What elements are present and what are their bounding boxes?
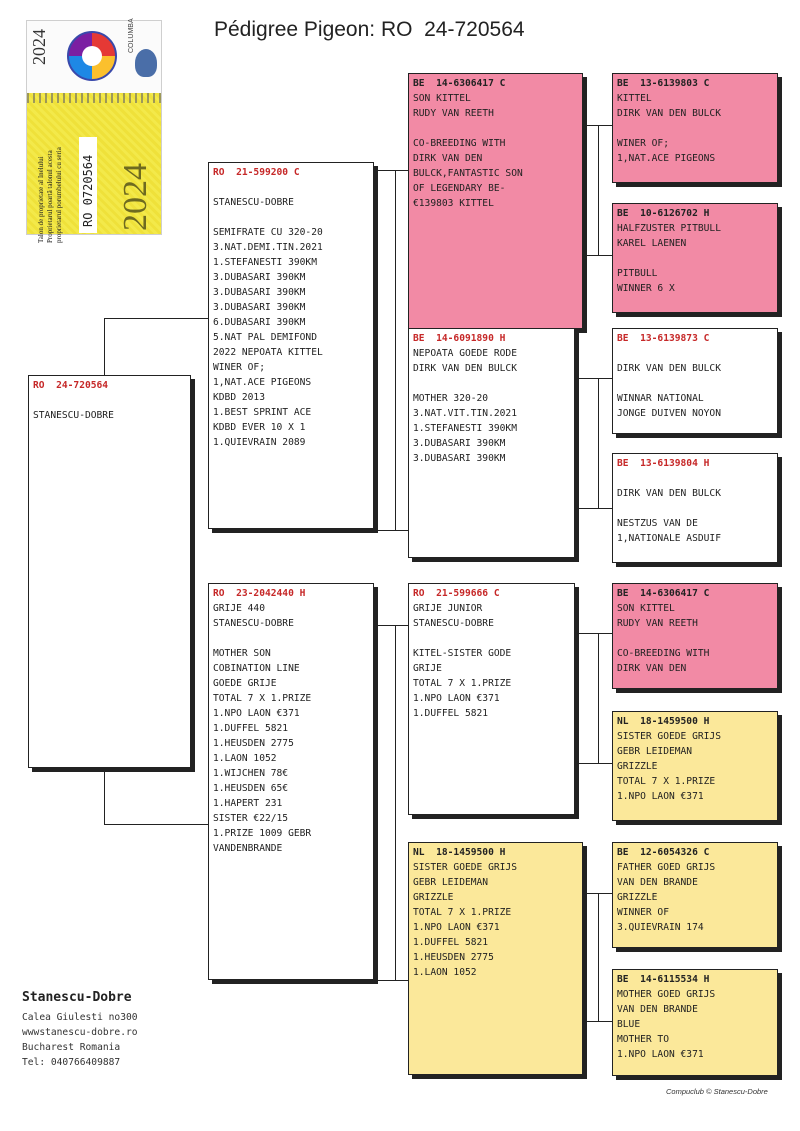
connector bbox=[575, 508, 613, 509]
ggp-dss-card bbox=[612, 583, 778, 689]
connector bbox=[598, 893, 599, 1021]
talon-year: 2024 bbox=[29, 29, 49, 65]
card-text-line: 1.LAON 1052 bbox=[213, 753, 277, 764]
card-text-line: 1.HEUSDEN 2775 bbox=[413, 952, 494, 963]
card-text-line: 1.HAPERT 231 bbox=[213, 798, 283, 809]
card-text-line bbox=[617, 121, 773, 136]
card-text-line: WINER OF; bbox=[213, 362, 265, 373]
card-text-line: VAN DEN BRANDE bbox=[617, 1004, 698, 1015]
ring-number: BE 12-6054326 C bbox=[617, 847, 710, 858]
sire-card bbox=[208, 162, 374, 529]
card-text-line bbox=[213, 210, 369, 225]
breeder-name: Stanescu-Dobre bbox=[22, 990, 132, 1005]
card-text-line: GOEDE GRIJE bbox=[213, 678, 277, 689]
card-text-line: SISTER €22/15 bbox=[213, 813, 289, 824]
card-text-line: SON KITTEL bbox=[617, 603, 675, 614]
card-text-line: STANESCU-DOBRE bbox=[213, 618, 294, 629]
card-text-line: 1.DUFFEL 5821 bbox=[413, 708, 489, 719]
card-text-line: 1,NAT.ACE PIGEONS bbox=[213, 377, 312, 388]
card-text-line: 1.WIJCHEN 78€ bbox=[213, 768, 289, 779]
talon-year-large: 2024 bbox=[117, 163, 154, 231]
card-text-line: 1.STEFANESTI 390KM bbox=[413, 423, 517, 434]
card-text-line: VANDENBRANDE bbox=[213, 843, 283, 854]
card-text-line: SON KITTEL bbox=[413, 93, 471, 104]
pigeon-card bbox=[28, 375, 191, 768]
card-text-line: GRIJE JUNIOR bbox=[413, 603, 483, 614]
card-text-line bbox=[213, 631, 369, 646]
connector bbox=[374, 625, 408, 626]
card-text-line: 1.NPO LAON €371 bbox=[213, 708, 300, 719]
card-text-line: VAN DEN BRANDE bbox=[617, 877, 698, 888]
card-text-line: CO-BREEDING WITH bbox=[413, 138, 506, 149]
card-text-line: MOTHER 320-20 bbox=[413, 393, 489, 404]
card-text-line: BULCK,FANTASTIC SON bbox=[413, 168, 523, 179]
card-text-line: COBINATION LINE bbox=[213, 663, 300, 674]
card-text-line: TOTAL 7 X 1.PRIZE bbox=[617, 776, 716, 787]
card-text-line: GRIZZLE bbox=[413, 892, 454, 903]
card-text-line: €139803 KITTEL bbox=[413, 198, 494, 209]
ring-number: NL 18-1459500 H bbox=[617, 716, 710, 727]
connector bbox=[575, 633, 613, 634]
ggp-dsd-card bbox=[612, 711, 778, 821]
connector bbox=[598, 125, 599, 255]
ring-number: BE 14-6306417 C bbox=[617, 588, 710, 599]
ring-number: BE 13-6139803 C bbox=[617, 78, 710, 89]
card-text-line: FATHER GOED GRIJS bbox=[617, 862, 716, 873]
card-text-line: DIRK VAN DEN BULCK bbox=[617, 363, 721, 374]
card-text-line: GEBR LEIDEMAN bbox=[617, 746, 693, 757]
card-text-line: 1.LAON 1052 bbox=[413, 967, 477, 978]
ring-number: BE 10-6126702 H bbox=[617, 208, 710, 219]
card-text-line: 1.NPO LAON €371 bbox=[413, 922, 500, 933]
card-text-line: STANESCU-DOBRE bbox=[413, 618, 494, 629]
ggp-ssd-card bbox=[612, 203, 778, 313]
card-text-line: DIRK VAN DEN bbox=[617, 663, 687, 674]
card-text-line: 3.QUIEVRAIN 174 bbox=[617, 922, 704, 933]
card-text-line bbox=[617, 346, 773, 361]
card-text-line: CO-BREEDING WITH bbox=[617, 648, 710, 659]
card-text-line: TOTAL 7 X 1.PRIZE bbox=[213, 693, 312, 704]
card-text-line: 1.NPO LAON €371 bbox=[617, 1049, 704, 1060]
card-text-line: KDBD 2013 bbox=[213, 392, 265, 403]
connector bbox=[374, 980, 408, 981]
card-text-line bbox=[413, 121, 578, 136]
card-text-line: STANESCU-DOBRE bbox=[213, 197, 294, 208]
software-credit: Compuclub © Stanescu-Dobre bbox=[666, 1087, 768, 1096]
maternal-granddam-card bbox=[408, 842, 583, 1075]
card-text-line: OF LEGENDARY BE- bbox=[413, 183, 506, 194]
card-text-line: 1.DUFFEL 5821 bbox=[413, 937, 489, 948]
card-text-line: TOTAL 7 X 1.PRIZE bbox=[413, 907, 512, 918]
card-text-line: 3.NAT.VIT.TIN.2021 bbox=[413, 408, 517, 419]
card-text-line bbox=[617, 631, 773, 646]
breeder-website[interactable]: wwwstanescu-dobre.ro bbox=[22, 1027, 138, 1038]
ring-number: RO 23-2042440 H bbox=[213, 588, 306, 599]
card-text-line: BLUE bbox=[617, 1019, 641, 1030]
card-text-line: 1,NATIONALE ASDUIF bbox=[617, 533, 721, 544]
card-text-line: NESTZUS VAN DE bbox=[617, 518, 698, 529]
connector bbox=[583, 255, 613, 256]
card-text-line: WINNAR NATIONAL bbox=[617, 393, 704, 404]
card-text-line: MOTHER TO bbox=[617, 1034, 669, 1045]
talon-serial: RO 0720564 bbox=[79, 137, 97, 233]
card-text-line: KITTEL bbox=[617, 93, 652, 104]
card-text-line bbox=[617, 376, 773, 391]
card-text-line: 3.DUBASARI 390KM bbox=[213, 272, 306, 283]
ring-number: RO 24-720564 bbox=[33, 380, 109, 391]
card-text-line: 1.PRIZE 1009 GEBR bbox=[213, 828, 312, 839]
talon-brand: COLUMBA bbox=[128, 18, 135, 53]
card-text-line: GRIZZLE bbox=[617, 761, 658, 772]
card-text-line: 1.BEST SPRINT ACE bbox=[213, 407, 312, 418]
connector bbox=[104, 824, 209, 825]
ring-number: BE 13-6139873 C bbox=[617, 333, 710, 344]
card-text-line: GRIJE bbox=[413, 663, 442, 674]
card-text-line: WINER OF; bbox=[617, 138, 669, 149]
connector bbox=[575, 763, 613, 764]
connector bbox=[374, 170, 408, 171]
card-text-line: 2022 NEPOATA KITTEL bbox=[213, 347, 323, 358]
card-text-line: 3.DUBASARI 390KM bbox=[413, 453, 506, 464]
card-text-line: DIRK VAN DEN BULCK bbox=[617, 488, 721, 499]
dam-card bbox=[208, 583, 374, 980]
card-text-line: 6.DUBASARI 390KM bbox=[213, 317, 306, 328]
card-text-line: GRIZZLE bbox=[617, 892, 658, 903]
talon-text: Talon de proprietate al Inelului Proprietarul poartă talonul acesta proprietarul porumbelului cu seria bbox=[37, 147, 63, 243]
connector bbox=[598, 378, 599, 508]
ring-number: BE 13-6139804 H bbox=[617, 458, 710, 469]
card-text-line: 1.DUFFEL 5821 bbox=[213, 723, 289, 734]
card-text-line: KITEL-SISTER GODE bbox=[413, 648, 512, 659]
connector bbox=[104, 318, 105, 377]
card-text-line: 1.NPO LAON €371 bbox=[413, 693, 500, 704]
ring-talon-card bbox=[26, 18, 162, 243]
card-text-line: 1.STEFANESTI 390KM bbox=[213, 257, 317, 268]
ggp-ddd-card bbox=[612, 969, 778, 1076]
card-text-line: HALFZUSTER PITBULL bbox=[617, 223, 721, 234]
card-text-line: KDBD EVER 10 X 1 bbox=[213, 422, 306, 433]
card-text-line bbox=[213, 180, 369, 195]
card-text-line: 1.HEUSDEN 2775 bbox=[213, 738, 294, 749]
card-text-line: TOTAL 7 X 1.PRIZE bbox=[413, 678, 512, 689]
columba-logo-icon bbox=[135, 49, 157, 77]
card-text-line bbox=[617, 471, 773, 486]
card-text-line: 1.NPO LAON €371 bbox=[617, 791, 704, 802]
card-text-line: MOTHER GOED GRIJS bbox=[617, 989, 716, 1000]
breeder-address: Calea Giulesti no300 bbox=[22, 1012, 138, 1023]
card-text-line: DIRK VAN DEN BULCK bbox=[413, 363, 517, 374]
connector bbox=[374, 530, 408, 531]
ggp-sss-card bbox=[612, 73, 778, 183]
card-text-line bbox=[617, 501, 773, 516]
ggp-dds-card bbox=[612, 842, 778, 948]
ring-number: NL 18-1459500 H bbox=[413, 847, 506, 858]
card-text-line: 3.DUBASARI 390KM bbox=[213, 287, 306, 298]
card-text-line: RUDY VAN REETH bbox=[413, 108, 494, 119]
card-text-line: GRIJE 440 bbox=[213, 603, 265, 614]
card-text-line: 3.DUBASARI 390KM bbox=[413, 438, 506, 449]
card-text-line: DIRK VAN DEN bbox=[413, 153, 483, 164]
card-text-line: DIRK VAN DEN BULCK bbox=[617, 108, 721, 119]
connector bbox=[583, 1021, 613, 1022]
card-text-line: SISTER GOEDE GRIJS bbox=[413, 862, 517, 873]
card-text-line: WINNER 6 X bbox=[617, 283, 675, 294]
card-text-line: 3.DUBASARI 390KM bbox=[213, 302, 306, 313]
card-text-line: 1.HEUSDEN 65€ bbox=[213, 783, 289, 794]
ring-number: RO 21-599666 C bbox=[413, 588, 500, 599]
ggp-sds-card bbox=[612, 328, 778, 434]
paternal-granddam-card bbox=[408, 328, 575, 558]
card-text-line: 1.QUIEVRAIN 2089 bbox=[213, 437, 306, 448]
connector bbox=[395, 170, 396, 530]
card-text-line: 5.NAT PAL DEMIFOND bbox=[213, 332, 317, 343]
card-text-line: JONGE DUIVEN NOYON bbox=[617, 408, 721, 419]
card-text-line: SISTER GOEDE GRIJS bbox=[617, 731, 721, 742]
ring-number: RO 21-599200 C bbox=[213, 167, 300, 178]
federation-logo-icon bbox=[67, 31, 117, 81]
breeder-city: Bucharest Romania bbox=[22, 1042, 121, 1053]
connector bbox=[575, 378, 613, 379]
talon-binding bbox=[27, 93, 161, 103]
card-text-line: RUDY VAN REETH bbox=[617, 618, 698, 629]
page-title: Pédigree Pigeon: RO 24-720564 bbox=[214, 18, 525, 41]
card-text-line: MOTHER SON bbox=[213, 648, 271, 659]
ggp-sdd-card bbox=[612, 453, 778, 563]
card-text-line: SEMIFRATE CU 320-20 bbox=[213, 227, 323, 238]
card-text-line: GEBR LEIDEMAN bbox=[413, 877, 489, 888]
card-text-line bbox=[617, 251, 773, 266]
card-text-line bbox=[413, 631, 570, 646]
ring-number: BE 14-6091890 H bbox=[413, 333, 506, 344]
card-text-line bbox=[413, 376, 570, 391]
ring-number: BE 14-6306417 C bbox=[413, 78, 506, 89]
card-text-line: 3.NAT.DEMI.TIN.2021 bbox=[213, 242, 323, 253]
card-text-line: STANESCU-DOBRE bbox=[33, 410, 114, 421]
card-text-line: WINNER OF bbox=[617, 907, 669, 918]
paternal-grandsire-card bbox=[408, 73, 583, 329]
connector bbox=[104, 318, 209, 319]
card-text-line: 1,NAT.ACE PIGEONS bbox=[617, 153, 716, 164]
connector bbox=[395, 625, 396, 980]
card-text-line: PITBULL bbox=[617, 268, 658, 279]
connector bbox=[598, 633, 599, 763]
maternal-grandsire-card bbox=[408, 583, 575, 815]
breeder-phone: Tel: 040766409887 bbox=[22, 1057, 121, 1068]
card-text-line: NEPOATA GOEDE RODE bbox=[413, 348, 517, 359]
card-text-line bbox=[33, 393, 186, 408]
card-text-line: KAREL LAENEN bbox=[617, 238, 687, 249]
connector bbox=[104, 767, 105, 824]
ring-number: BE 14-6115534 H bbox=[617, 974, 710, 985]
